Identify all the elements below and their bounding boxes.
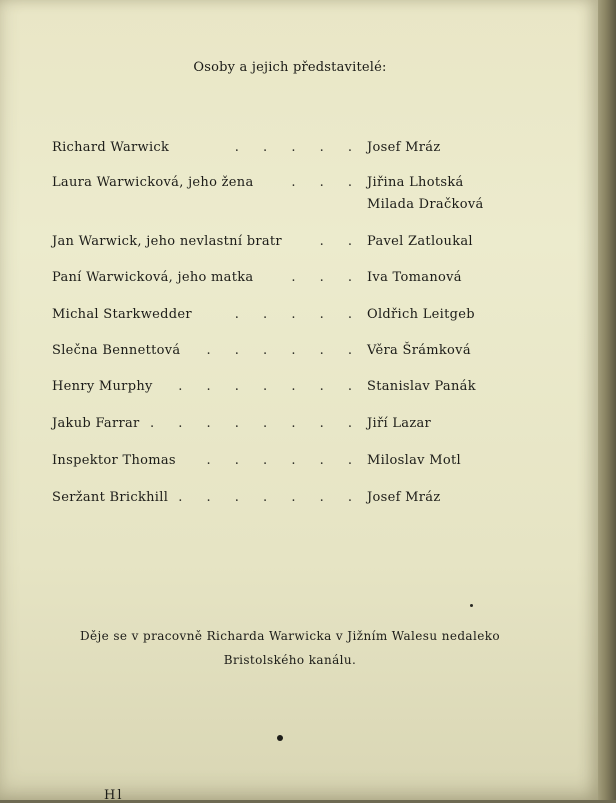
cast-role: Michal Starkwedder: [52, 307, 192, 322]
cast-role: Slečna Bennettová: [52, 343, 181, 358]
leader-dots: . . . . .: [234, 140, 362, 155]
ink-speck: [470, 604, 473, 607]
leader-dots: . . .: [291, 175, 362, 190]
cast-role: Richard Warwick: [52, 140, 170, 155]
leader-dots: . . . . . . .: [178, 490, 362, 505]
leader-dots: . . . . . . .: [178, 379, 362, 394]
setting-line-1: Děje se v pracovně Richarda Warwicka v Jižním Walesu nedaleko: [80, 629, 500, 643]
cast-actor: Věra Šrámková: [367, 343, 471, 358]
cast-actor: Miloslav Motl: [367, 453, 461, 468]
leader-dots: . . .: [291, 270, 362, 285]
cast-actor: Stanislav Panák: [367, 379, 476, 394]
cast-actor: Josef Mráz: [367, 140, 441, 155]
leader-dots: . . . . . .: [206, 453, 362, 468]
cast-actor: Pavel Zatloukal: [367, 234, 473, 249]
setting-line-2: Bristolského kanálu.: [223, 653, 357, 667]
cast-actor-alternate: Milada Dračková: [367, 197, 484, 212]
leader-dots: . . . . . . . .: [150, 416, 362, 431]
cast-role: Paní Warwicková, jeho matka: [52, 270, 254, 285]
setting-note: [30, 624, 550, 672]
cast-heading: Osoby a jejich představitelé:: [193, 60, 387, 75]
cast-actor: Iva Tomanová: [367, 270, 462, 285]
cut-off-footer-text: Hl: [104, 788, 124, 803]
bullet-ornament: [277, 735, 283, 741]
cast-role: Henry Murphy: [52, 379, 153, 394]
cast-role: Laura Warwicková, jeho žena: [52, 175, 254, 190]
cast-role: Seržant Brickhill: [52, 490, 169, 505]
cast-actor: Jiří Lazar: [367, 416, 432, 431]
cast-role: Inspektor Thomas: [52, 453, 176, 468]
cast-role: Jakub Farrar: [52, 416, 140, 431]
cast-actor: Jiřina Lhotská: [367, 175, 464, 190]
leader-dots: . . . . .: [234, 307, 362, 322]
cast-actor: Oldřich Leitgeb: [367, 307, 475, 322]
leader-dots: . .: [319, 234, 362, 249]
cast-role: Jan Warwick, jeho nevlastní bratr: [52, 234, 282, 249]
leader-dots: . . . . . .: [206, 343, 362, 358]
cast-actor: Josef Mráz: [367, 490, 441, 505]
